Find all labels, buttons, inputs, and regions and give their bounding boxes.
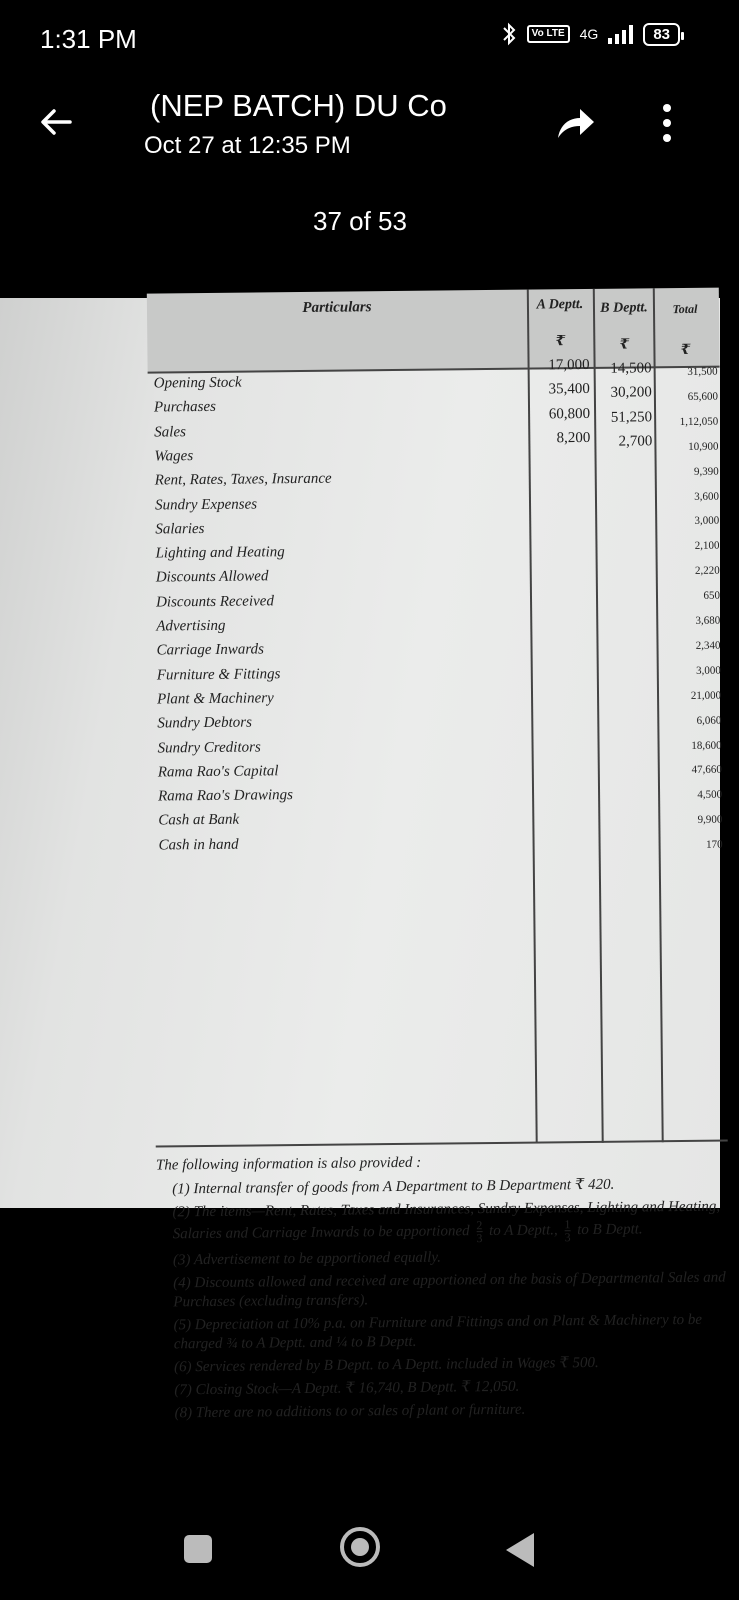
back-arrow-icon[interactable]: [36, 102, 76, 142]
timestamp: Oct 27 at 12:35 PM: [144, 132, 351, 159]
chat-title: (NEP BATCH) DU Co: [150, 88, 447, 123]
row-label: Rent, Rates, Taxes, Insurance: [154, 470, 332, 489]
row-total: 65,600: [687, 390, 718, 403]
info-item-3: (3) Advertisement to be apportioned equally.: [172, 1249, 442, 1269]
row-total: 3,600: [694, 490, 720, 503]
row-label: Lighting and Heating: [155, 544, 285, 562]
currency-total: ₹: [680, 342, 691, 359]
info-item-8: (8) There are no additions to or sales of plant or furniture.: [174, 1401, 526, 1422]
network-type: 4G: [579, 26, 599, 42]
row-total: 3,000: [695, 664, 721, 677]
row-total: 650: [703, 589, 721, 602]
row-label: Sales: [154, 423, 187, 441]
row-total: 6,060: [696, 714, 722, 727]
info-item-4: (4) Discounts allowed and received are apportioned on the basis of Departmental Sales and Purchases (excluding transfers).: [173, 1269, 726, 1311]
row-label: Purchases: [153, 399, 217, 416]
fraction-two-thirds: $\frac{2}{3}$: [476, 1218, 483, 1246]
info-item-2: [172, 1197, 736, 1247]
row-label: Cash in hand: [158, 836, 239, 854]
row-label: Sundry Creditors: [157, 738, 261, 756]
row-total: 4,500: [697, 788, 723, 802]
navigation-bar: [0, 1505, 720, 1600]
row-label: Salaries: [155, 520, 205, 538]
row-a-deptt: 17,000: [548, 356, 590, 374]
book-page: [0, 294, 726, 1422]
row-label: Advertising: [156, 617, 226, 635]
info-intro: The following information is also provided :: [155, 1154, 422, 1174]
row-b-deptt: 51,250: [610, 408, 653, 426]
row-total: 2,220: [694, 564, 720, 578]
info-item-6: (6) Services rendered by B Deptt. to A Deptt. included in Wages ₹ 500.: [173, 1354, 599, 1376]
row-total: 21,000: [690, 689, 722, 702]
header-particulars: Particulars: [302, 299, 372, 316]
battery-icon: 83: [643, 23, 680, 46]
fraction-one-third: $\frac{1}{3}$: [564, 1217, 571, 1245]
recents-button[interactable]: [184, 1535, 212, 1563]
status-bar: [0, 0, 720, 80]
row-total: 9,900: [697, 813, 723, 827]
row-b-deptt: 2,700: [618, 433, 653, 450]
signal-icon: [608, 24, 633, 44]
home-button[interactable]: [340, 1527, 380, 1567]
row-total: 1,12,050: [679, 415, 719, 428]
status-icons: [501, 22, 680, 46]
row-total: 3,680: [695, 614, 721, 627]
row-label: Cash at Bank: [158, 812, 240, 829]
row-total: 3,000: [694, 514, 720, 528]
row-total: 9,390: [693, 465, 719, 478]
currency-a: ₹: [555, 334, 566, 350]
status-time: 1:31 PM: [40, 24, 137, 54]
info-item-2-b: to B Deptt.: [577, 1221, 643, 1239]
additional-information: [156, 1151, 739, 1427]
row-label: Sundry Debtors: [157, 714, 252, 732]
row-label: Discounts Received: [155, 592, 274, 611]
row-total: 170: [706, 838, 723, 851]
row-a-deptt: 8,200: [556, 429, 591, 447]
row-total: 2,100: [694, 539, 720, 553]
info-item-2-text: (2) The items—Rent, Rates, Taxes and Insurances, Sundry Expenses, Lighting and Heating, Salaries and Carriage Inwards to be apportioned: [172, 1198, 721, 1243]
row-label: Sundry Expenses: [154, 495, 258, 514]
document-photo[interactable]: [0, 297, 726, 1422]
info-item-1: (1) Internal transfer of goods from A Department to B Department ₹ 420.: [172, 1176, 615, 1198]
row-label: Opening Stock: [153, 374, 242, 392]
more-options-icon[interactable]: [660, 104, 674, 148]
row-label: Wages: [154, 448, 194, 465]
currency-b: ₹: [619, 337, 630, 353]
row-a-deptt: 35,400: [548, 381, 590, 398]
header-total: Total: [672, 301, 698, 317]
header-a-deptt: A Deptt.: [536, 297, 584, 313]
row-label: Rama Rao's Capital: [157, 763, 279, 781]
image-counter: 37 of 53: [313, 206, 407, 236]
row-label: Discounts Allowed: [155, 568, 269, 586]
share-forward-icon[interactable]: [556, 106, 596, 142]
row-a-deptt: 60,800: [548, 405, 591, 422]
row-label: Furniture & Fittings: [156, 665, 281, 684]
row-total: 47,660: [691, 763, 722, 777]
row-label: Plant & Machinery: [156, 690, 274, 708]
row-label: Carriage Inwards: [156, 641, 264, 659]
row-total: 2,340: [695, 639, 721, 652]
row-total: 31,500: [687, 365, 718, 378]
row-b-deptt: 14,500: [610, 360, 652, 377]
info-item-2-a: to A Deptt.,: [489, 1222, 558, 1239]
viewer-header: [0, 80, 720, 290]
row-total: 18,600: [691, 739, 722, 752]
info-item-7: (7) Closing Stock—A Deptt. ₹ 16,740, B Deptt. ₹ 12,050.: [174, 1378, 520, 1399]
row-label: Rama Rao's Drawings: [157, 787, 294, 805]
header-b-deptt: B Deptt.: [600, 300, 648, 316]
bluetooth-icon: [501, 22, 517, 46]
info-item-5: (5) Depreciation at 10% p.a. on Furniture and Fittings and on Plant & Machinery to be charged ¾ to A Deptt. and ¼ to B Deptt.: [173, 1311, 703, 1353]
row-total: 10,900: [688, 440, 719, 453]
volte-icon: Vo LTE: [527, 25, 570, 43]
row-b-deptt: 30,200: [610, 384, 652, 402]
trial-balance-table: [147, 288, 728, 1150]
back-button[interactable]: [506, 1533, 534, 1567]
